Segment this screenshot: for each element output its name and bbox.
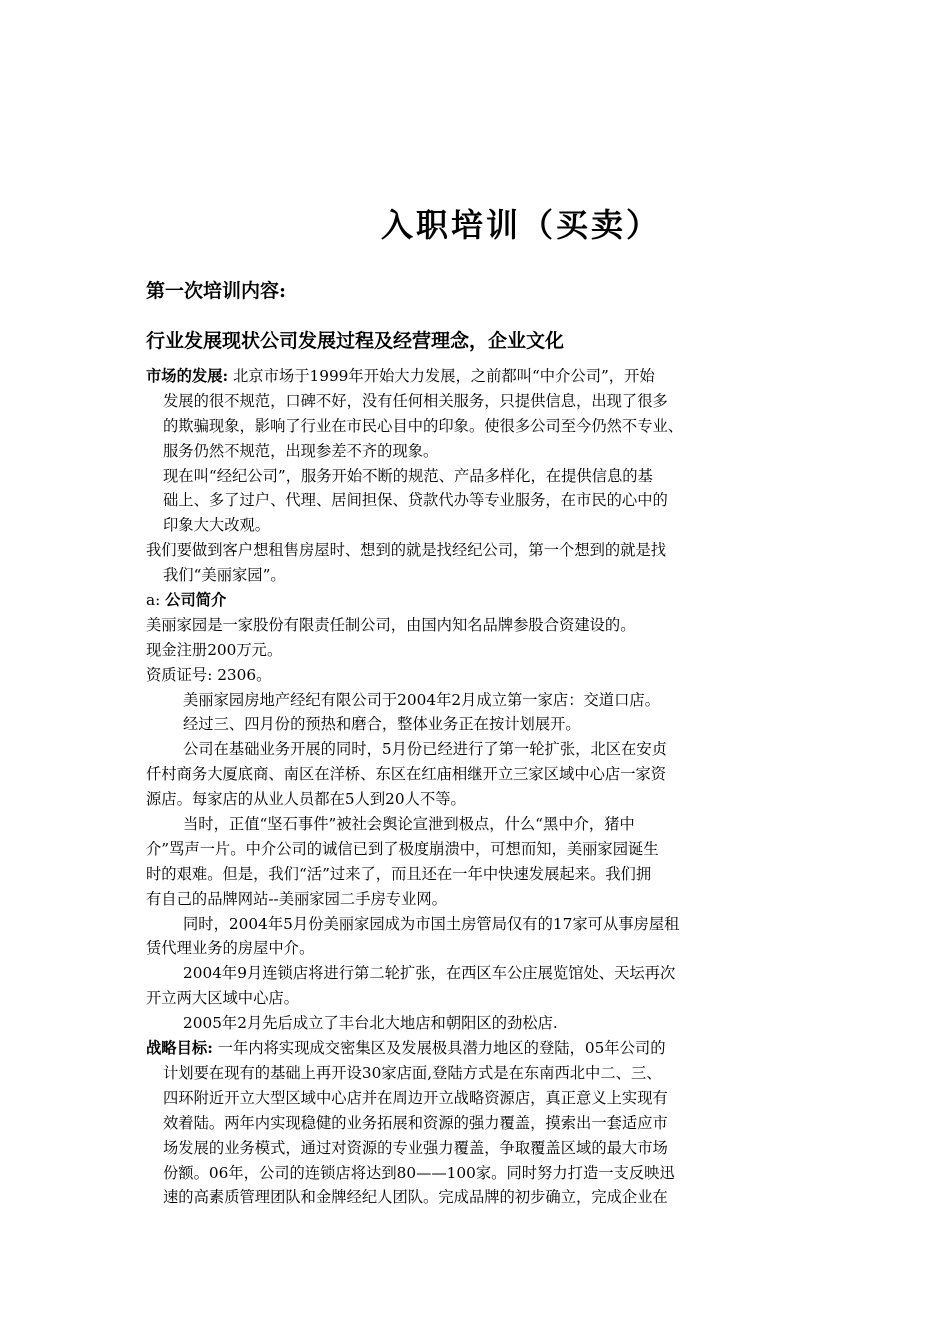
paragraph-line: 介”骂声一片。中介公司的诚信已到了极度崩溃中，可想而知，美丽家园诞生 <box>146 839 659 858</box>
paragraph-line: 赁代理业务的房屋中介。 <box>146 939 315 958</box>
paragraph-line: 场发展的业务模式，通过对资源的专业强力覆盖，争取覆盖区域的最大市场 <box>163 1138 668 1157</box>
paragraph-line: 战略目标: 一年内将实现成交密集区及发展极具潜力地区的登陆，05年公司的 <box>146 1039 666 1058</box>
paragraph-line: 美丽家园是一家股份有限责任制公司，由国内知名品牌参股合资建设的。 <box>146 615 636 634</box>
paragraph-line: 当时，正值“坚石事件”被社会舆论宣泄到极点，什么“黑中介，猪中 <box>183 815 635 834</box>
paragraph-line: 现金注册200万元。 <box>146 640 283 659</box>
paragraph-line: 开立两大区域中心店。 <box>146 989 299 1008</box>
paragraph-line: 发展的很不规范，口碑不好，没有任何相关服务，只提供信息，出现了很多 <box>163 391 668 410</box>
paragraph-line: 同时，2004年5月份美丽家园成为市国土房管局仅有的17家可从事房屋租 <box>183 914 680 933</box>
paragraph-line: 资质证号: 2306。 <box>146 665 272 684</box>
paragraph-line: 经过三、四月份的预热和磨合，整体业务正在按计划展开。 <box>183 715 581 734</box>
paragraph-line: 四环附近开立大型区域中心店并在周边开立战略资源店，真正意义上实现有 <box>163 1088 668 1107</box>
paragraph-line: 现在叫“经纪公司”，服务开始不断的规范、产品多样化，在提供信息的基 <box>163 466 653 485</box>
company-intro-label: 公司简介 <box>165 591 227 610</box>
page-title: 入职培训（买卖） <box>380 206 661 244</box>
strategy-label: 战略目标: <box>146 1039 213 1058</box>
paragraph-line: 速的高素质管理团队和金牌经纪人团队。完成品牌的初步确立，完成企业在 <box>163 1188 668 1207</box>
paragraph-line: 份额。06年，公司的连锁店将达到80——100家。同时努力打造一支反映迅 <box>163 1163 675 1182</box>
market-label: 市场的发展: <box>146 367 229 385</box>
paragraph-line: 我们“美丽家园”。 <box>163 566 286 585</box>
paragraph-line: 服务仍然不规范，出现参差不齐的现象。 <box>163 441 439 460</box>
paragraph-line: 仟村商务大厦底商、南区在洋桥、东区在红庙相继开立三家区域中心店一家资 <box>146 765 667 784</box>
paragraph-line: 源店。每家店的从业人员都在5人到20人不等。 <box>146 790 466 809</box>
subsection-heading: 行业发展现状公司发展过程及经营理念，企业文化 <box>146 330 565 352</box>
paragraph-line: 我们要做到客户想租售房屋时、想到的就是找经纪公司，第一个想到的就是找 <box>146 541 667 560</box>
paragraph-line: 有自己的品牌网站--美丽家园二手房专业网。 <box>146 889 447 908</box>
paragraph-line: 市场的发展: 北京市场于1999年开始大力发展，之前都叫“中介公司”，开始 <box>146 367 655 385</box>
paragraph-line: 2004年9月连锁店将进行第二轮扩张，在西区车公庄展览馆处、天坛再次 <box>183 964 676 983</box>
paragraph-line: 2005年2月先后成立了丰台北大地店和朝阳区的劲松店. <box>183 1014 558 1033</box>
paragraph-line: 效着陆。两年内实现稳健的业务拓展和资源的强力覆盖，摸索出一套适应市 <box>163 1113 668 1132</box>
paragraph-line: 础上、多了过户、代理、居间担保、贷款代办等专业服务，在市民的心中的 <box>163 491 668 510</box>
paragraph-line: 时的艰难。但是，我们“活”过来了，而且还在一年中快速发展起来。我们拥 <box>146 864 652 883</box>
section-heading: 第一次培训内容: <box>146 280 287 302</box>
paragraph-line: 公司在基础业务开展的同时，5月份已经进行了第一轮扩张，北区在安贞 <box>183 740 667 759</box>
paragraph-line: 计划要在现有的基础上再开设30家店面,登陆方式是在东南西北中二、三、 <box>163 1063 662 1082</box>
paragraph-line: a: 公司简介 <box>146 591 227 610</box>
paragraph-line: 的欺骗现象，影响了行业在市民心目中的印象。使很多公司至今仍然不专业、 <box>163 416 684 435</box>
paragraph-line: 印象大大改观。 <box>163 516 271 535</box>
document-body <box>146 364 826 1210</box>
paragraph-line: 美丽家园房地产经纪有限公司于2004年2月成立第一家店：交道口店。 <box>183 690 660 709</box>
